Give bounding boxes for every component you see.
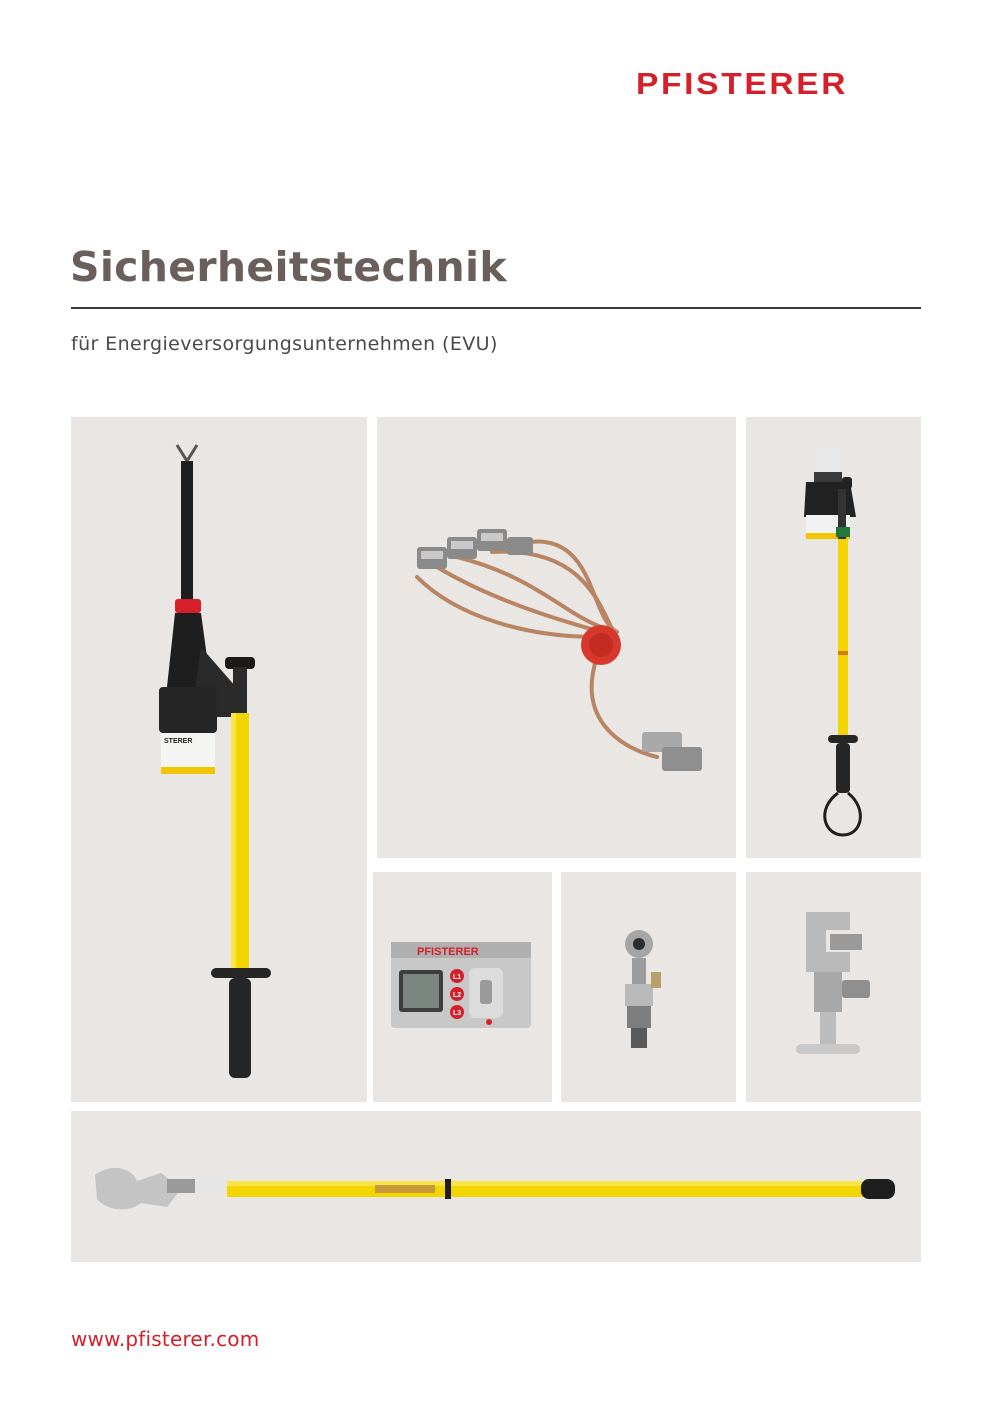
- detector-label-text: STERER: [164, 738, 193, 745]
- earthing-clamp-image: [746, 872, 921, 1102]
- product-tile-earthing-clamp: [746, 872, 921, 1102]
- website-link[interactable]: www.pfisterer.com: [71, 1327, 260, 1351]
- title-divider: [71, 307, 921, 309]
- phase-label-l2: L2: [453, 992, 462, 999]
- page-subtitle: für Energieversorgungsunternehmen (EVU): [71, 333, 498, 355]
- phase-indicator-image: [373, 872, 552, 1102]
- product-tile-voltage-detector: [71, 417, 367, 1102]
- phase-label-l3: L3: [453, 1010, 462, 1017]
- product-tile-ball-stud: [561, 872, 736, 1102]
- product-tile-phase-indicator: [373, 872, 552, 1102]
- operating-rod-image: [71, 1111, 921, 1262]
- page-title: Sicherheitstechnik: [70, 243, 507, 291]
- voltage-detector-image: [71, 417, 367, 1102]
- product-tile-detector-loop: [746, 417, 921, 858]
- detector-loop-image: [746, 417, 921, 858]
- indicator-brand-text: PFISTERER: [417, 946, 479, 958]
- pfisterer-logo: PFISTERER: [636, 66, 849, 101]
- product-tile-earthing-set: [377, 417, 736, 858]
- product-tile-operating-rod: [71, 1111, 921, 1262]
- ball-stud-image: [561, 872, 736, 1102]
- phase-label-l1: L1: [453, 974, 462, 981]
- earthing-set-image: [377, 417, 736, 858]
